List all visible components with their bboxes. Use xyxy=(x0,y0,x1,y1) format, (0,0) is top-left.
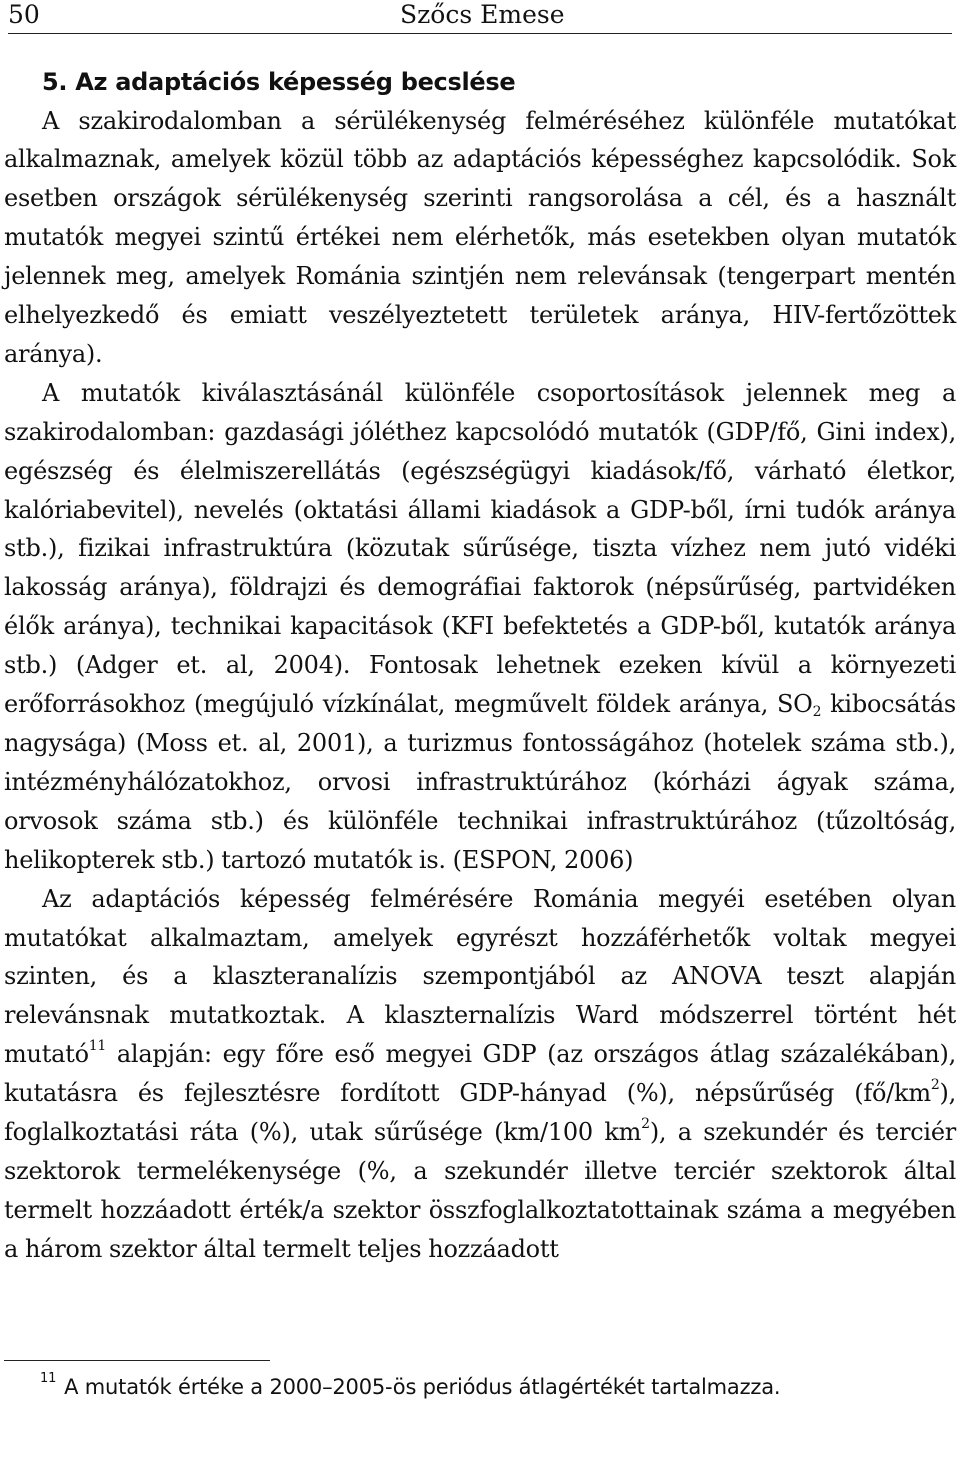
footnote xyxy=(40,1373,780,1401)
footnote-reference[interactable]: 11 xyxy=(88,1038,107,1055)
paragraph-3-text-d: ), a szekundér és terciér szektorok termelékenysége (%, a szekundér illetve terciér szektorok által termelt hozzáadott érték/a szektor összfoglalkoztatottainak száma a megyében a három szektor által termelt teljes hozzáadott xyxy=(4,1118,956,1263)
so2-subscript: 2 xyxy=(812,704,822,721)
page-number: 50 xyxy=(8,0,40,29)
footnote-text: A mutatók értéke a 2000–2005-ös periódus átlagértékét tartalmazza. xyxy=(64,1375,781,1399)
paragraph-3-text-b: alapján: egy főre eső megyei GDP (az országos átlag százalékában), kutatásra és fejlesztésre fordított GDP-hányad (%), népsűrűség (fő/km xyxy=(4,1040,956,1108)
paragraph-2-text-a: A mutatók kiválasztásánál különféle csoportosítások jelennek meg a szakirodalomban: gazdasági jóléthez kapcsolódó mutatók (GDP/fő, Gini index), egészség és élelmiszerellátás (egészségügyi kiadások/fő, várható életkor, kalóriabevitel), nevelés (oktatási állami kiadások a GDP-ből, írni tudók aránya stb.), fizikai infrastruktúra (közutak sűrűsége, tiszta vízhez nem jutó vidéki lakosság aránya), földrajzi és demográfiai faktorok (népsűrűség, partvidéken élők aránya), technikai kapacitások (KFI befektetés a GDP-ből, kutatók aránya stb.) (Adger et. al, 2004). Fontosak lehetnek ezeken kívül a környezeti erőforrásokhoz (megújuló vízkínálat, megművelt földek aránya, SO xyxy=(4,378,956,719)
footnote-mark: 11 xyxy=(40,1371,57,1386)
km2-superscript: 2 xyxy=(930,1077,940,1094)
paragraph-1: A szakirodalomban a sérülékenység felméréséhez különféle mutatókat alkalmaznak, amelyek közül több az adaptációs képességhez kapcsolódik. Sok esetben országok sérülékenység szerinti rangsorolása a cél, és a használt mutatók megyei szintű értékei nem elérhetők, más esetekben olyan mutatók jelennek meg, amelyek Románia szintjén nem relevánsak (tengerpart mentén elhelyezkedő és emiatt veszélyeztetett területek aránya, HIV-fertőzöttek aránya). xyxy=(4,106,956,368)
paragraph-3-text-a: Az adaptációs képesség felmérésére Románia megyéi esetében olyan mutatókat alkalmaztam, amelyek egyrészt hozzáférhetők voltak megyei szinten, és a klaszteranalízis szempontjából az ANOVA teszt alapján relevánsnak mutatkoztak. A klaszternalízis Ward módszerrel történt hét mutató xyxy=(4,884,956,1069)
paragraph-2 xyxy=(4,374,956,880)
header-rule xyxy=(8,33,952,34)
footnote-rule xyxy=(4,1360,270,1361)
page-header xyxy=(4,0,956,34)
paragraph-3-text-c: ), foglalkoztatási ráta (%), utak sűrűsége (km/100 km xyxy=(4,1079,956,1147)
section-title: 5. Az adaptációs képesség becslése xyxy=(42,68,516,96)
paragraph-2-text-b: kibocsátás nagysága) (Moss et. al, 2001), a turizmus fontosságához (hotelek száma stb.), intézményhálózatokhoz, orvosi infrastruktúrához (kórházi ágyak száma, orvosok száma stb.) és különféle technikai infrastruktúrához (tűzoltóság, helikopterek stb.) tartozó mutatók is. (ESPON, 2006) xyxy=(4,690,957,874)
paragraph-3 xyxy=(4,880,956,1269)
body-text xyxy=(4,102,956,1269)
km2-superscript: 2 xyxy=(641,1116,650,1133)
running-head: Szőcs Emese xyxy=(400,0,565,29)
